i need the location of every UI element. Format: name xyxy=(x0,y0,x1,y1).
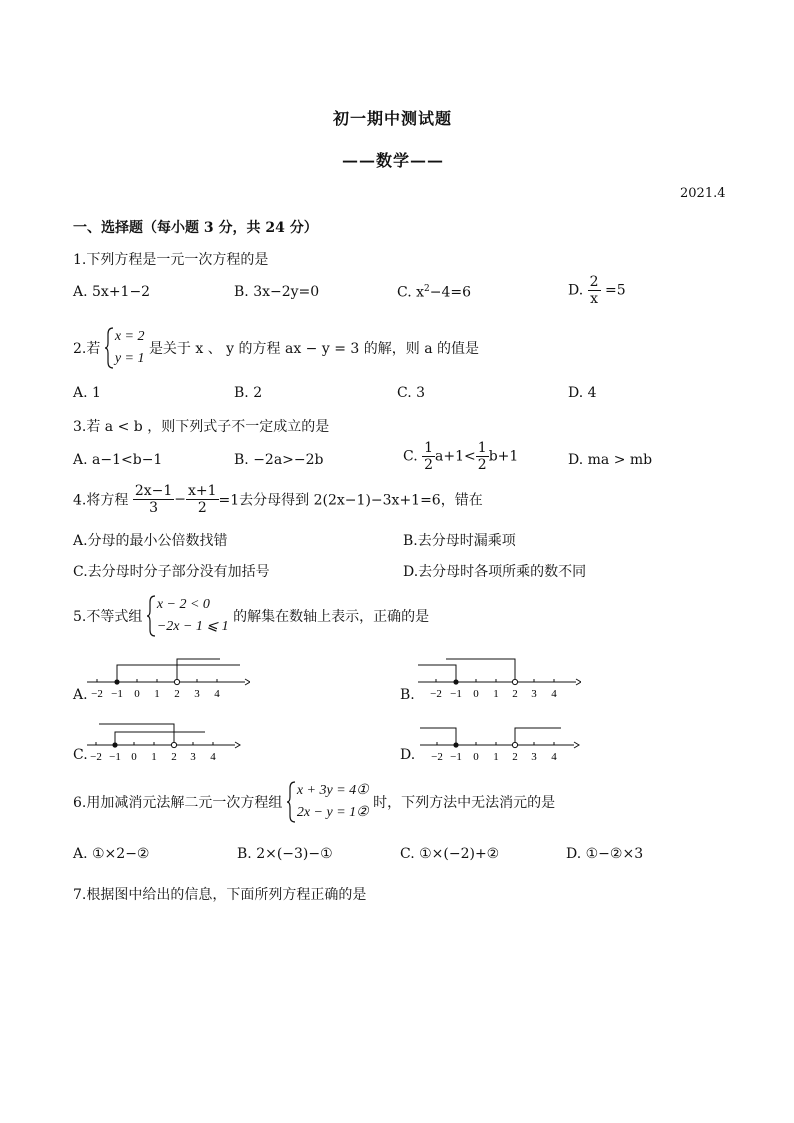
tick-label: 3 xyxy=(194,688,200,700)
tick-label: 2 xyxy=(174,688,180,700)
tick-label: 0 xyxy=(134,688,140,700)
q6-equation-system: x + 3y = 4① 2x − y = 1② xyxy=(287,780,369,824)
q2-option-b: B. 2 xyxy=(234,385,263,401)
tick-label: −2 xyxy=(91,688,103,700)
tick-label: 2 xyxy=(171,751,177,763)
number-line-b xyxy=(416,655,581,701)
tick-label: 3 xyxy=(531,751,537,763)
q3-option-d: D. ma > mb xyxy=(568,452,653,468)
tick-label: 0 xyxy=(473,751,479,763)
q1-stem: 1.下列方程是一元一次方程的是 xyxy=(73,252,269,268)
tick-label: 1 xyxy=(493,688,499,700)
q3-option-c: C. $\frac{1}{2}$ a+1< $\frac{1}{2}$ b+1 xyxy=(403,440,519,473)
tick-label: 4 xyxy=(210,751,216,763)
q5-option-b-label: B. xyxy=(400,687,415,703)
tick-label: 3 xyxy=(531,688,537,700)
q2-option-d: D. 4 xyxy=(568,385,597,401)
brace-icon xyxy=(287,780,297,824)
q5-inequality-system: x − 2 < 0 −2x − 1 ⩽ 1 xyxy=(147,594,229,638)
q5-option-c-label: C. xyxy=(73,747,88,763)
tick-label: 4 xyxy=(214,688,220,700)
tick-label: 1 xyxy=(493,751,499,763)
q3-stem: 3.若 a < b ，则下列式子不一定成立的是 xyxy=(73,419,330,435)
q1-option-c: C. $x^2-4=6$ xyxy=(397,284,472,301)
q6-option-c: C. ①×(−2)+② xyxy=(400,846,500,862)
q4-option-d: D.去分母时各项所乘的数不同 xyxy=(403,564,587,580)
q1-option-d: D. $\frac{2}{x}$ =5 xyxy=(568,274,626,307)
tick-label: 1 xyxy=(154,688,160,700)
q6-option-d: D. ①−②×3 xyxy=(566,846,644,862)
q5-stem: 5.不等式组 x − 2 < 0 −2x − 1 ⩽ 1 的解集在数轴上表示，正确的是 xyxy=(73,594,429,638)
tick-label: −1 xyxy=(450,688,462,700)
q4-option-a: A.分母的最小公倍数找错 xyxy=(73,533,228,549)
q5-option-d-label: D. xyxy=(400,747,416,763)
tick-label: −2 xyxy=(90,751,102,763)
tick-label: 0 xyxy=(131,751,137,763)
tick-label: 2 xyxy=(512,688,518,700)
tick-label: 4 xyxy=(551,751,557,763)
tick-label: 1 xyxy=(151,751,157,763)
q1-option-a: A. 5x+1−2 xyxy=(73,284,151,300)
brace-icon xyxy=(105,326,115,370)
page-title: 初一期中测试题 xyxy=(333,109,453,128)
q2-stem: 2.若 x = 2 y = 1 是关于 x 、 y 的方程 ax − y = 3 的解，则 a 的值是 xyxy=(73,326,479,370)
q3-option-b: B. −2a>−2b xyxy=(234,452,324,468)
tick-label: 3 xyxy=(190,751,196,763)
tick-label: −1 xyxy=(109,751,121,763)
tick-label: −1 xyxy=(111,688,123,700)
q6-option-a: A. ①×2−② xyxy=(73,846,150,862)
q7-stem: 7.根据图中给出的信息，下面所列方程正确的是 xyxy=(73,887,367,903)
q3-option-a: A. a−1<b−1 xyxy=(73,452,163,468)
section-heading: 一、选择题（每小题 3 分，共 24 分） xyxy=(73,220,318,236)
q6-stem: 6.用加减消元法解二元一次方程组 x + 3y = 4① 2x − y = 1② 时，下列方法中无法消元的是 xyxy=(73,780,555,824)
q2-option-a: A. 1 xyxy=(73,385,101,401)
q4-stem: 4.将方程 $\frac{2x-1}{3}$ − $\frac{x+1}{2}$ =1去分母得到 2(2x−1)−3x+1=6，错在 xyxy=(73,483,483,516)
page-subtitle: ——数学—— xyxy=(342,151,445,170)
q6-option-b: B. 2×(−3)−① xyxy=(237,846,333,862)
q4-option-c: C.去分母时分子部分没有加括号 xyxy=(73,564,270,580)
exam-date: 2021.4 xyxy=(680,186,726,201)
tick-label: −2 xyxy=(431,751,443,763)
q2-equation-system: x = 2 y = 1 xyxy=(105,326,145,370)
q5-option-a-label: A. xyxy=(73,687,88,703)
tick-label: −2 xyxy=(430,688,442,700)
q4-option-b: B.去分母时漏乘项 xyxy=(403,533,516,549)
number-line-a xyxy=(85,655,250,701)
number-line-d xyxy=(416,718,581,764)
tick-label: 4 xyxy=(551,688,557,700)
number-line-c xyxy=(85,718,250,764)
q1-option-b: B. 3x−2y=0 xyxy=(234,284,320,300)
brace-icon xyxy=(147,594,157,638)
tick-label: 0 xyxy=(473,688,479,700)
q2-option-c: C. 3 xyxy=(397,385,426,401)
tick-label: 2 xyxy=(512,751,518,763)
tick-label: −1 xyxy=(450,751,462,763)
